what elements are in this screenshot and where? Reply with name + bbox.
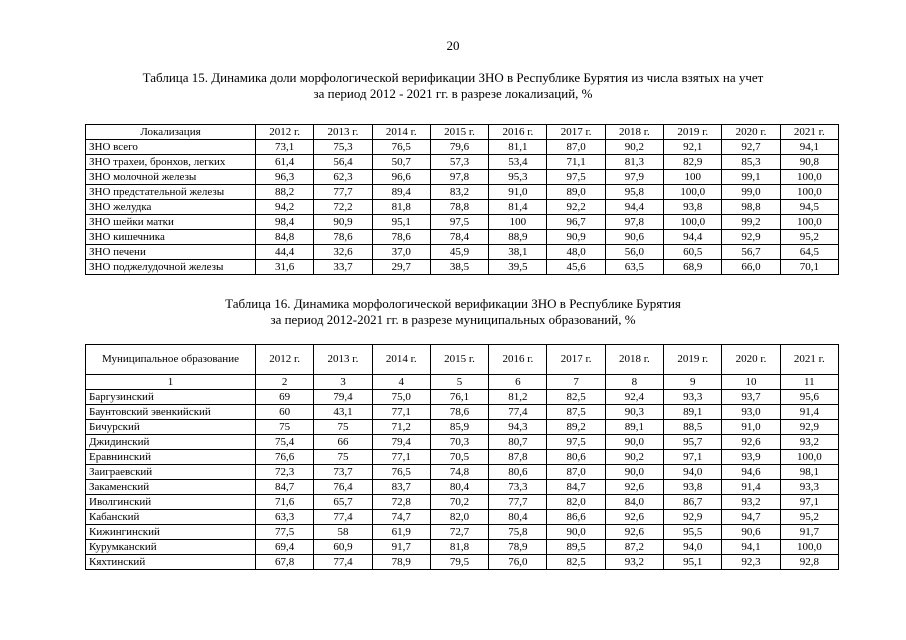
row-label: ЗНО молочной железы bbox=[86, 170, 256, 185]
table15-header-year: 2012 г. bbox=[256, 125, 314, 140]
table-cell: 77,1 bbox=[372, 450, 430, 465]
table-cell: 97,8 bbox=[430, 170, 488, 185]
table-cell: 95,1 bbox=[372, 215, 430, 230]
table16-column-number: 11 bbox=[780, 375, 838, 390]
table-cell: 98,8 bbox=[722, 200, 780, 215]
row-label: ЗНО печени bbox=[86, 245, 256, 260]
table-cell: 63,3 bbox=[256, 510, 314, 525]
row-label: Кижингинский bbox=[86, 525, 256, 540]
table-row bbox=[86, 555, 839, 570]
table-cell: 39,5 bbox=[489, 260, 547, 275]
table15-header-year: 2016 г. bbox=[489, 125, 547, 140]
table-cell: 72,3 bbox=[256, 465, 314, 480]
table-cell: 75,4 bbox=[256, 435, 314, 450]
table-cell: 94,3 bbox=[489, 420, 547, 435]
table-cell: 91,7 bbox=[372, 540, 430, 555]
table-cell: 81,8 bbox=[372, 200, 430, 215]
table-cell: 56,7 bbox=[722, 245, 780, 260]
table-cell: 90,9 bbox=[314, 215, 372, 230]
table16-column-number: 2 bbox=[256, 375, 314, 390]
table-cell: 90,3 bbox=[605, 405, 663, 420]
table-cell: 75 bbox=[314, 420, 372, 435]
table-cell: 70,1 bbox=[780, 260, 838, 275]
table-cell: 77,4 bbox=[489, 405, 547, 420]
table-cell: 61,4 bbox=[256, 155, 314, 170]
table-cell: 95,2 bbox=[780, 510, 838, 525]
table-cell: 44,4 bbox=[256, 245, 314, 260]
row-label: Еравнинский bbox=[86, 450, 256, 465]
table-cell: 71,2 bbox=[372, 420, 430, 435]
table-cell: 90,0 bbox=[547, 525, 605, 540]
table-cell: 100 bbox=[489, 215, 547, 230]
table-cell: 100,0 bbox=[780, 450, 838, 465]
table-cell: 80,6 bbox=[547, 450, 605, 465]
table-cell: 82,0 bbox=[430, 510, 488, 525]
table-cell: 94,5 bbox=[780, 200, 838, 215]
table-cell: 94,0 bbox=[664, 465, 722, 480]
table-cell: 76,6 bbox=[256, 450, 314, 465]
table-cell: 74,8 bbox=[430, 465, 488, 480]
table-cell: 78,6 bbox=[372, 230, 430, 245]
table-cell: 92,9 bbox=[780, 420, 838, 435]
table16-header-municipality: Муниципальное образование bbox=[86, 345, 256, 375]
table-cell: 97,8 bbox=[605, 215, 663, 230]
table-cell: 87,0 bbox=[547, 140, 605, 155]
table-cell: 75,3 bbox=[314, 140, 372, 155]
table-cell: 87,5 bbox=[547, 405, 605, 420]
table15-header-localization: Локализация bbox=[86, 125, 256, 140]
table15-caption-line1: Таблица 15. Динамика доли морфологической верификации ЗНО в Республике Бурятия из числа взятых на учет bbox=[142, 70, 764, 85]
table-cell: 77,1 bbox=[372, 405, 430, 420]
table-cell: 66 bbox=[314, 435, 372, 450]
table-row bbox=[86, 465, 839, 480]
table-cell: 97,9 bbox=[605, 170, 663, 185]
table-cell: 93,8 bbox=[664, 200, 722, 215]
table-cell: 94,4 bbox=[605, 200, 663, 215]
table-cell: 97,5 bbox=[547, 170, 605, 185]
row-label: ЗНО трахеи, бронхов, легких bbox=[86, 155, 256, 170]
table16-header-year: 2013 г. bbox=[314, 345, 372, 375]
table-cell: 77,4 bbox=[314, 555, 372, 570]
table-cell: 85,3 bbox=[722, 155, 780, 170]
row-label: Джидинский bbox=[86, 435, 256, 450]
table-row bbox=[86, 480, 839, 495]
table-cell: 92,2 bbox=[547, 200, 605, 215]
row-label: Баунтовский эвенкийский bbox=[86, 405, 256, 420]
table-cell: 83,7 bbox=[372, 480, 430, 495]
table-cell: 90,6 bbox=[605, 230, 663, 245]
row-label: Баргузинский bbox=[86, 390, 256, 405]
table-cell: 91,4 bbox=[780, 405, 838, 420]
table-row bbox=[86, 510, 839, 525]
table-row bbox=[86, 245, 839, 260]
table-cell: 75 bbox=[256, 420, 314, 435]
table-cell: 96,6 bbox=[372, 170, 430, 185]
table-cell: 88,5 bbox=[664, 420, 722, 435]
table-cell: 53,4 bbox=[489, 155, 547, 170]
table-cell: 56,0 bbox=[605, 245, 663, 260]
table-cell: 80,4 bbox=[430, 480, 488, 495]
row-label: Заиграевский bbox=[86, 465, 256, 480]
table-cell: 97,1 bbox=[780, 495, 838, 510]
table-cell: 92,6 bbox=[605, 525, 663, 540]
table-cell: 93,3 bbox=[780, 480, 838, 495]
table16-column-number: 1 bbox=[86, 375, 256, 390]
table16-column-number: 3 bbox=[314, 375, 372, 390]
table-row bbox=[86, 170, 839, 185]
table-cell: 98,1 bbox=[780, 465, 838, 480]
table-cell: 91,0 bbox=[489, 185, 547, 200]
table-cell: 94,1 bbox=[780, 140, 838, 155]
table-cell: 81,3 bbox=[605, 155, 663, 170]
table-row bbox=[86, 140, 839, 155]
table15-body bbox=[86, 140, 839, 275]
row-label: Иволгинский bbox=[86, 495, 256, 510]
table-cell: 78,6 bbox=[430, 405, 488, 420]
table16-header-year: 2019 г. bbox=[664, 345, 722, 375]
table-cell: 67,8 bbox=[256, 555, 314, 570]
table-cell: 92,6 bbox=[605, 510, 663, 525]
table-cell: 93,9 bbox=[722, 450, 780, 465]
table-cell: 56,4 bbox=[314, 155, 372, 170]
table-cell: 84,8 bbox=[256, 230, 314, 245]
table-cell: 38,1 bbox=[489, 245, 547, 260]
table-cell: 100 bbox=[664, 170, 722, 185]
table-cell: 90,2 bbox=[605, 140, 663, 155]
row-label: ЗНО шейки матки bbox=[86, 215, 256, 230]
table-cell: 86,7 bbox=[664, 495, 722, 510]
table-cell: 89,5 bbox=[547, 540, 605, 555]
table-cell: 92,1 bbox=[664, 140, 722, 155]
row-label: ЗНО желудка bbox=[86, 200, 256, 215]
table-row bbox=[86, 155, 839, 170]
table-cell: 79,6 bbox=[430, 140, 488, 155]
table-cell: 73,1 bbox=[256, 140, 314, 155]
row-label: Бичурский bbox=[86, 420, 256, 435]
table15-header-year: 2018 г. bbox=[605, 125, 663, 140]
table-cell: 92,9 bbox=[722, 230, 780, 245]
table-cell: 73,7 bbox=[314, 465, 372, 480]
row-label: Закаменский bbox=[86, 480, 256, 495]
table-cell: 87,8 bbox=[489, 450, 547, 465]
table16-header-year: 2014 г. bbox=[372, 345, 430, 375]
table-cell: 95,2 bbox=[780, 230, 838, 245]
table-cell: 94,6 bbox=[722, 465, 780, 480]
table-cell: 83,2 bbox=[430, 185, 488, 200]
table15-caption bbox=[80, 70, 826, 102]
table-cell: 94,7 bbox=[722, 510, 780, 525]
table-row bbox=[86, 185, 839, 200]
table16-header-year: 2018 г. bbox=[605, 345, 663, 375]
table-cell: 72,7 bbox=[430, 525, 488, 540]
table-row bbox=[86, 215, 839, 230]
table-cell: 89,2 bbox=[547, 420, 605, 435]
table-cell: 92,4 bbox=[605, 390, 663, 405]
table-cell: 48,0 bbox=[547, 245, 605, 260]
table-cell: 100,0 bbox=[780, 170, 838, 185]
table-cell: 91,0 bbox=[722, 420, 780, 435]
table-cell: 94,1 bbox=[722, 540, 780, 555]
table-cell: 66,0 bbox=[722, 260, 780, 275]
table-cell: 87,0 bbox=[547, 465, 605, 480]
table-cell: 82,0 bbox=[547, 495, 605, 510]
table-cell: 31,6 bbox=[256, 260, 314, 275]
table-cell: 71,6 bbox=[256, 495, 314, 510]
table-cell: 80,6 bbox=[489, 465, 547, 480]
table-cell: 97,5 bbox=[430, 215, 488, 230]
table-cell: 100,0 bbox=[780, 540, 838, 555]
table-cell: 81,8 bbox=[430, 540, 488, 555]
table-cell: 78,4 bbox=[430, 230, 488, 245]
table-cell: 93,2 bbox=[780, 435, 838, 450]
table16-header-year: 2017 г. bbox=[547, 345, 605, 375]
table-cell: 99,2 bbox=[722, 215, 780, 230]
table-cell: 69 bbox=[256, 390, 314, 405]
table-cell: 93,2 bbox=[722, 495, 780, 510]
row-label: ЗНО всего bbox=[86, 140, 256, 155]
table-cell: 87,2 bbox=[605, 540, 663, 555]
table-row bbox=[86, 200, 839, 215]
table-cell: 95,7 bbox=[664, 435, 722, 450]
table-cell: 81,1 bbox=[489, 140, 547, 155]
table-cell: 89,0 bbox=[547, 185, 605, 200]
table-cell: 91,7 bbox=[780, 525, 838, 540]
table-cell: 100,0 bbox=[780, 215, 838, 230]
table-cell: 58 bbox=[314, 525, 372, 540]
table-cell: 78,9 bbox=[372, 555, 430, 570]
table-cell: 93,8 bbox=[664, 480, 722, 495]
table-cell: 79,4 bbox=[314, 390, 372, 405]
table16-header-year: 2020 г. bbox=[722, 345, 780, 375]
table-row bbox=[86, 525, 839, 540]
table-cell: 79,4 bbox=[372, 435, 430, 450]
table16-header-row bbox=[86, 345, 839, 375]
table-cell: 64,5 bbox=[780, 245, 838, 260]
table-cell: 84,7 bbox=[256, 480, 314, 495]
table-row bbox=[86, 405, 839, 420]
table-cell: 77,4 bbox=[314, 510, 372, 525]
table-cell: 90,0 bbox=[605, 465, 663, 480]
table-cell: 50,7 bbox=[372, 155, 430, 170]
table-cell: 62,3 bbox=[314, 170, 372, 185]
table-cell: 79,5 bbox=[430, 555, 488, 570]
table-row bbox=[86, 230, 839, 245]
table-cell: 71,1 bbox=[547, 155, 605, 170]
table-cell: 63,5 bbox=[605, 260, 663, 275]
table16-body bbox=[86, 390, 839, 570]
table-cell: 86,6 bbox=[547, 510, 605, 525]
table-cell: 90,9 bbox=[547, 230, 605, 245]
table-cell: 92,9 bbox=[664, 510, 722, 525]
table-cell: 76,4 bbox=[314, 480, 372, 495]
table16-column-number: 4 bbox=[372, 375, 430, 390]
table-cell: 99,0 bbox=[722, 185, 780, 200]
table-cell: 45,9 bbox=[430, 245, 488, 260]
table15-header-year: 2015 г. bbox=[430, 125, 488, 140]
table-row bbox=[86, 540, 839, 555]
table16-header-year: 2021 г. bbox=[780, 345, 838, 375]
table15-caption-line2: за период 2012 - 2021 гг. в разрезе локализаций, % bbox=[313, 86, 593, 101]
table-cell: 93,7 bbox=[722, 390, 780, 405]
table16-column-number: 7 bbox=[547, 375, 605, 390]
table-cell: 92,3 bbox=[722, 555, 780, 570]
table15-header-row bbox=[86, 125, 839, 140]
table-cell: 82,5 bbox=[547, 390, 605, 405]
table-cell: 94,0 bbox=[664, 540, 722, 555]
table-row bbox=[86, 435, 839, 450]
table-cell: 90,2 bbox=[605, 450, 663, 465]
table-cell: 75,0 bbox=[372, 390, 430, 405]
table15 bbox=[85, 124, 839, 275]
table-cell: 95,8 bbox=[605, 185, 663, 200]
table15-header-year: 2019 г. bbox=[664, 125, 722, 140]
table-cell: 84,0 bbox=[605, 495, 663, 510]
table15-header-year: 2017 г. bbox=[547, 125, 605, 140]
table-cell: 91,4 bbox=[722, 480, 780, 495]
table-cell: 43,1 bbox=[314, 405, 372, 420]
table16-column-number: 6 bbox=[489, 375, 547, 390]
table-cell: 60 bbox=[256, 405, 314, 420]
table-cell: 75,8 bbox=[489, 525, 547, 540]
table-cell: 70,3 bbox=[430, 435, 488, 450]
table-cell: 72,8 bbox=[372, 495, 430, 510]
table-cell: 90,8 bbox=[780, 155, 838, 170]
table-cell: 95,6 bbox=[780, 390, 838, 405]
table-cell: 76,0 bbox=[489, 555, 547, 570]
page-number: 20 bbox=[446, 38, 460, 53]
table-cell: 100,0 bbox=[664, 185, 722, 200]
table-cell: 90,6 bbox=[722, 525, 780, 540]
table-cell: 93,3 bbox=[664, 390, 722, 405]
table-cell: 97,5 bbox=[547, 435, 605, 450]
row-label: ЗНО кишечника bbox=[86, 230, 256, 245]
table-cell: 89,1 bbox=[664, 405, 722, 420]
table16-column-number: 10 bbox=[722, 375, 780, 390]
table-cell: 32,6 bbox=[314, 245, 372, 260]
table-cell: 77,5 bbox=[256, 525, 314, 540]
table-row bbox=[86, 495, 839, 510]
table-cell: 38,5 bbox=[430, 260, 488, 275]
table-cell: 77,7 bbox=[314, 185, 372, 200]
table-cell: 61,9 bbox=[372, 525, 430, 540]
table-row bbox=[86, 420, 839, 435]
table15-header-year: 2013 г. bbox=[314, 125, 372, 140]
table-cell: 70,2 bbox=[430, 495, 488, 510]
table-cell: 93,2 bbox=[605, 555, 663, 570]
table-cell: 33,7 bbox=[314, 260, 372, 275]
table-cell: 81,4 bbox=[489, 200, 547, 215]
table-cell: 68,9 bbox=[664, 260, 722, 275]
table16-header-year: 2015 г. bbox=[430, 345, 488, 375]
table16-caption-line2: за период 2012-2021 гг. в разрезе муниципальных образований, % bbox=[270, 312, 636, 327]
table-cell: 95,1 bbox=[664, 555, 722, 570]
table-row bbox=[86, 260, 839, 275]
table-cell: 74,7 bbox=[372, 510, 430, 525]
table-cell: 96,3 bbox=[256, 170, 314, 185]
row-label: Курумканский bbox=[86, 540, 256, 555]
table-cell: 92,6 bbox=[605, 480, 663, 495]
table-cell: 60,9 bbox=[314, 540, 372, 555]
table16-column-number: 9 bbox=[664, 375, 722, 390]
table-cell: 75 bbox=[314, 450, 372, 465]
row-label: Кабанский bbox=[86, 510, 256, 525]
table-cell: 100,0 bbox=[780, 185, 838, 200]
table16-header-year: 2012 г. bbox=[256, 345, 314, 375]
table15-header-year: 2014 г. bbox=[372, 125, 430, 140]
table-cell: 76,5 bbox=[372, 465, 430, 480]
table-cell: 80,7 bbox=[489, 435, 547, 450]
table-cell: 65,7 bbox=[314, 495, 372, 510]
table-cell: 96,7 bbox=[547, 215, 605, 230]
table-cell: 72,2 bbox=[314, 200, 372, 215]
table-cell: 95,5 bbox=[664, 525, 722, 540]
table16-caption-line1: Таблица 16. Динамика морфологической верификации ЗНО в Республике Бурятия bbox=[225, 296, 681, 311]
table-cell: 78,8 bbox=[430, 200, 488, 215]
table-cell: 82,9 bbox=[664, 155, 722, 170]
table-cell: 73,3 bbox=[489, 480, 547, 495]
table-cell: 78,9 bbox=[489, 540, 547, 555]
row-label: ЗНО предстательной железы bbox=[86, 185, 256, 200]
table-cell: 81,2 bbox=[489, 390, 547, 405]
table16-header-year: 2016 г. bbox=[489, 345, 547, 375]
table-cell: 45,6 bbox=[547, 260, 605, 275]
table-cell: 89,4 bbox=[372, 185, 430, 200]
table15-header-year: 2020 г. bbox=[722, 125, 780, 140]
table16-column-number: 8 bbox=[605, 375, 663, 390]
table-cell: 100,0 bbox=[664, 215, 722, 230]
table-cell: 37,0 bbox=[372, 245, 430, 260]
table16-column-number-row bbox=[86, 375, 839, 390]
table-cell: 94,4 bbox=[664, 230, 722, 245]
table-cell: 88,9 bbox=[489, 230, 547, 245]
table-cell: 85,9 bbox=[430, 420, 488, 435]
table-cell: 93,0 bbox=[722, 405, 780, 420]
table15-header-year: 2021 г. bbox=[780, 125, 838, 140]
table-row bbox=[86, 450, 839, 465]
table-cell: 76,1 bbox=[430, 390, 488, 405]
table-cell: 80,4 bbox=[489, 510, 547, 525]
table-cell: 90,0 bbox=[605, 435, 663, 450]
table-cell: 82,5 bbox=[547, 555, 605, 570]
table16 bbox=[85, 344, 839, 570]
table-cell: 78,6 bbox=[314, 230, 372, 245]
table-cell: 94,2 bbox=[256, 200, 314, 215]
table-cell: 29,7 bbox=[372, 260, 430, 275]
table-cell: 92,6 bbox=[722, 435, 780, 450]
table-cell: 88,2 bbox=[256, 185, 314, 200]
table-cell: 89,1 bbox=[605, 420, 663, 435]
row-label: Кяхтинский bbox=[86, 555, 256, 570]
table16-column-number: 5 bbox=[430, 375, 488, 390]
table-cell: 97,1 bbox=[664, 450, 722, 465]
table-cell: 77,7 bbox=[489, 495, 547, 510]
table16-caption bbox=[80, 296, 826, 328]
table-cell: 92,7 bbox=[722, 140, 780, 155]
table-cell: 95,3 bbox=[489, 170, 547, 185]
table-cell: 60,5 bbox=[664, 245, 722, 260]
table-cell: 69,4 bbox=[256, 540, 314, 555]
table-row bbox=[86, 390, 839, 405]
table-cell: 70,5 bbox=[430, 450, 488, 465]
table-cell: 99,1 bbox=[722, 170, 780, 185]
table-cell: 98,4 bbox=[256, 215, 314, 230]
table-cell: 92,8 bbox=[780, 555, 838, 570]
table-cell: 76,5 bbox=[372, 140, 430, 155]
table-cell: 57,3 bbox=[430, 155, 488, 170]
table-cell: 84,7 bbox=[547, 480, 605, 495]
row-label: ЗНО поджелудочной железы bbox=[86, 260, 256, 275]
